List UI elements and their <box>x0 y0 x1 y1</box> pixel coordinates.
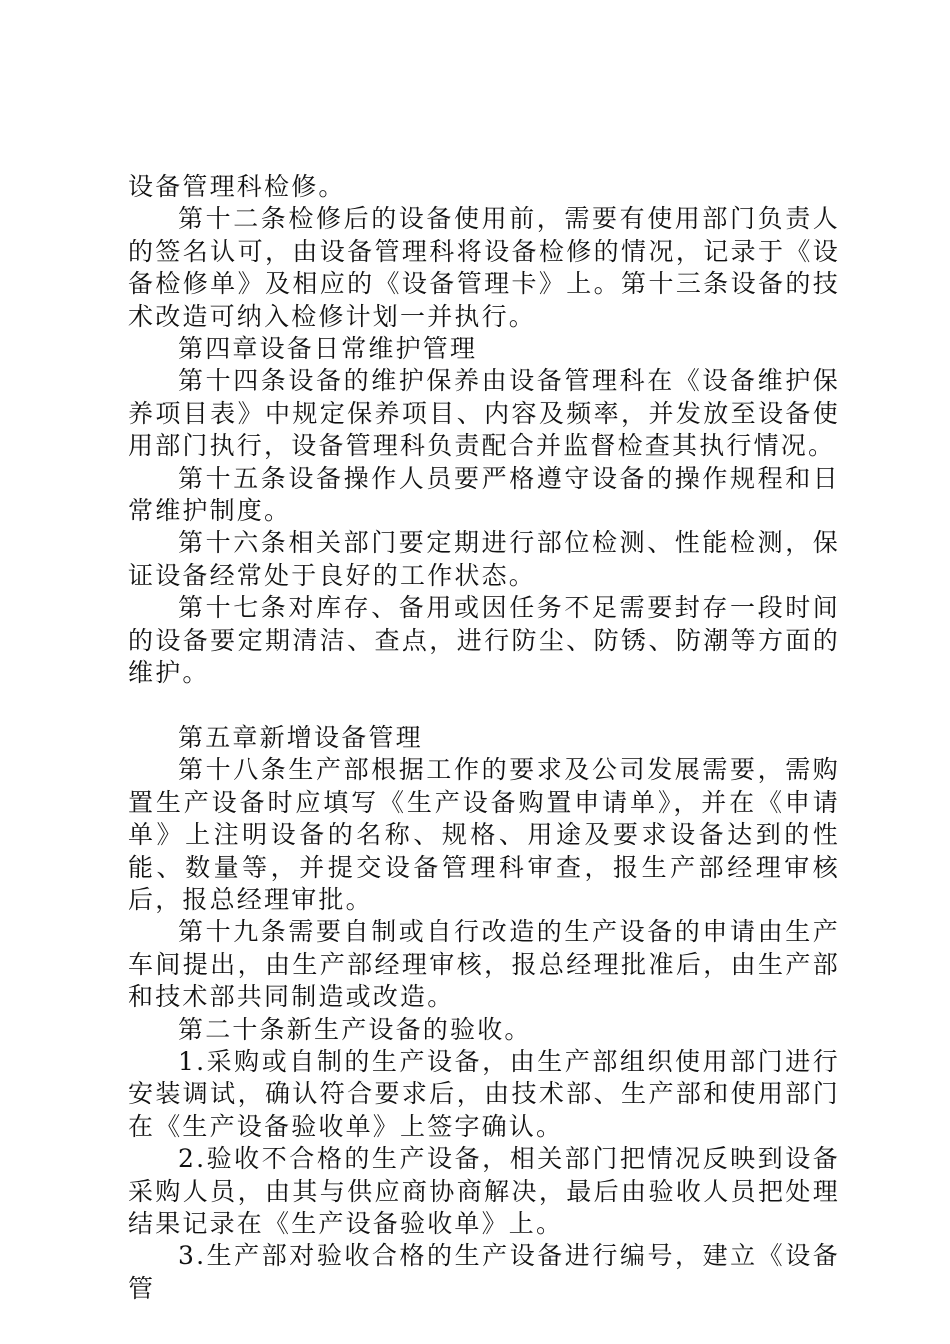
paragraph-article-20: 第二十条新生产设备的验收。 <box>178 1014 532 1044</box>
paragraph-article-19: 第十九条需要自制或自行改造的生产设备的申请由生产车间提出，由生产部经理审核，报总经理批准后，由生产部和技术部共同制造或改造。 <box>128 917 840 1012</box>
chapter-heading-5: 第五章新增设备管理 <box>178 722 423 752</box>
paragraph-article-15: 第十五条设备操作人员要严格遵守设备的操作规程和日常维护制度。 <box>128 463 840 526</box>
chapter-heading-4: 第四章设备日常维护管理 <box>178 334 478 364</box>
paragraph-item-2: 2.验收不合格的生产设备，相关部门把情况反映到设备采购人员，由其与供应商协商解决，最后由验收人员把处理结果记录在《生产设备验收单》上。 <box>128 1144 840 1238</box>
paragraph-article-14: 第十四条设备的维护保养由设备管理科在《设备维护保养项目表》中规定保养项目、内容及频率，并发放至设备使用部门执行，设备管理科负责配合并监督检查其执行情况。 <box>128 366 840 461</box>
document-body <box>128 171 840 1305</box>
paragraph-article-18: 第十八条生产部根据工作的要求及公司发展需要，需购置生产设备时应填写《生产设备购置申请单》，并在《申请单》上注明设备的名称、规格、用途及要求设备达到的性能、数量等，并提交设备管理科审查，报生产部经理审核后，报总经理审批。 <box>128 755 840 914</box>
paragraph-continuation: 设备管理科检修。 <box>128 172 346 201</box>
paragraph-article-16: 第十六条相关部门要定期进行部位检测、性能检测，保证设备经常处于良好的工作状态。 <box>128 528 840 590</box>
paragraph-article-17: 第十七条对库存、备用或因任务不足需要封存一段时间的设备要定期清洁、查点，进行防尘、防锈、防潮等方面的维护。 <box>128 593 840 688</box>
paragraph-article-12: 第十二条检修后的设备使用前，需要有使用部门负责人的签名认可，由设备管理科将设备检修的情况，记录于《设备检修单》及相应的《设备管理卡》上。第十三条设备的技术改造可纳入检修计划一并执行。 <box>128 204 840 331</box>
paragraph-gap <box>128 690 840 722</box>
paragraph-item-3: 3.生产部对验收合格的生产设备进行编号，建立《设备管 <box>128 1241 840 1303</box>
paragraph-item-1: 1.采购或自制的生产设备，由生产部组织使用部门进行安装调试，确认符合要求后，由技术部、生产部和使用部门在《生产设备验收单》上签字确认。 <box>128 1046 840 1141</box>
